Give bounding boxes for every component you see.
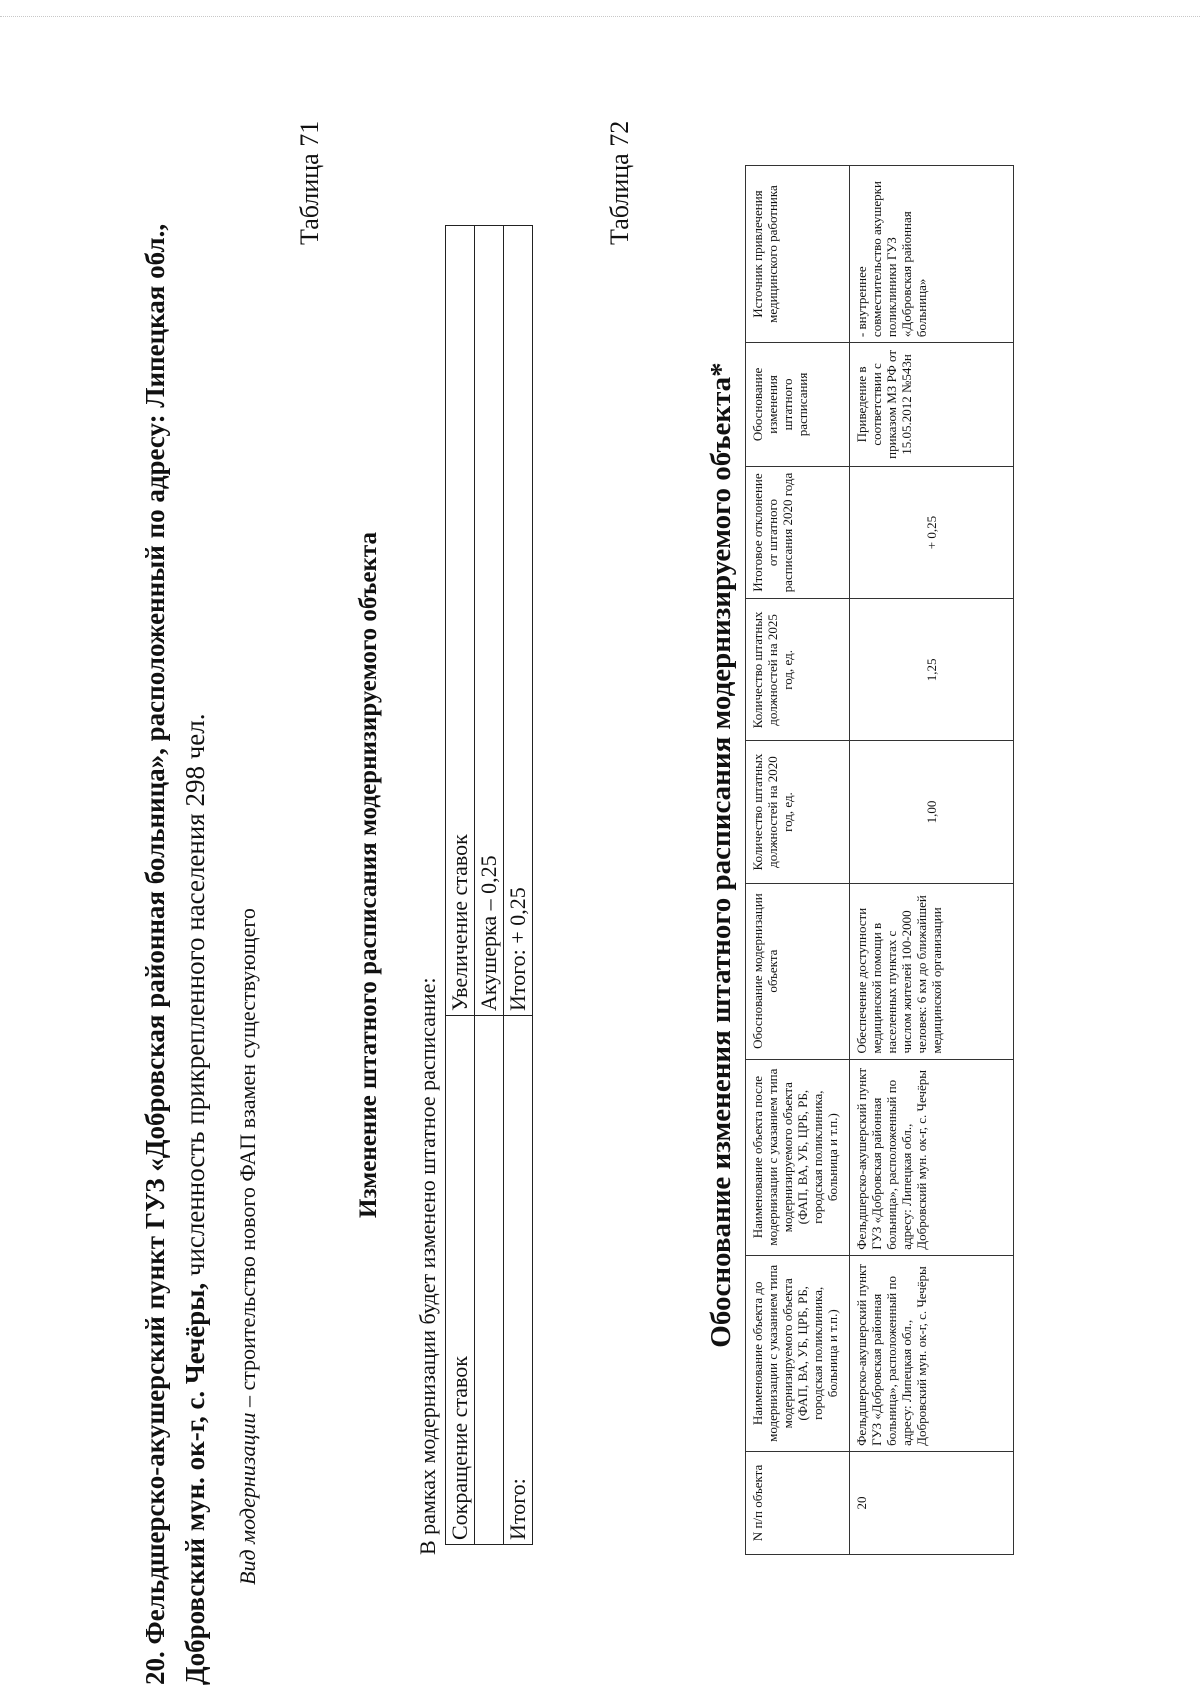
table-cell: Фельдшерско-акушерский пункт ГУЗ «Добровская районная больница», расположенный по адресу: Липецкая обл., Добровский мун. ок-г, с. Чечёры — [850, 1059, 1014, 1255]
table71-title: Изменение штатного расписания модернизируемого объекта — [355, 532, 382, 1218]
modernization-label: Вид модернизации — [235, 1412, 260, 1585]
header-cell: Количество штатных должностей на 2025 год, ед. — [746, 599, 850, 741]
table-cell — [475, 1016, 504, 1545]
table-cell: 1,25 — [850, 599, 1014, 741]
table72-caption: Таблица 72 — [605, 120, 634, 245]
table-row — [475, 226, 504, 1545]
section-title-bold: Фельдшерско-акушерский пункт ГУЗ «Добровская районная больница», расположенный по адресу: Липецкая обл., Добровский мун. ок-г, с. Чечёры, — [140, 223, 210, 1685]
table-cell: 20 — [850, 1451, 1014, 1554]
header-cell: Обоснование модернизации объекта — [746, 883, 850, 1059]
header-cell: Итоговое отклонение от штатного расписания 2020 года — [746, 466, 850, 599]
table-cell: Итого: — [504, 1016, 533, 1545]
table-row — [504, 226, 533, 1545]
header-cell: Наименование объекта до модернизации с указанием типа модернизируемого объекта (ФАП, ВА, УБ, ЦРБ, РБ, городская поликлиника, больница и т.п.) — [746, 1255, 850, 1451]
table-row — [850, 166, 1014, 1555]
table-cell: Итого: + 0,25 — [504, 226, 533, 1016]
table-cell: + 0,25 — [850, 466, 1014, 599]
table-cell: Обеспечение доступности медицинской помощи в населенных пунктах с числом жителей 100-2000 человек: 6 км до ближайшей медицинской организации — [850, 883, 1014, 1059]
table-cell: - внутреннее совместительство акушерки поликлиники ГУЗ «Добровская районная больница» — [850, 166, 1014, 343]
header-cell: Обоснование изменения штатного расписания — [746, 343, 850, 467]
modernization-text: – строительство нового ФАП взамен существующего — [235, 908, 260, 1413]
modernization-type — [235, 908, 261, 1585]
table71-intro: В рамках модернизации будет изменено штатное расписание: — [415, 977, 440, 1555]
table-cell: Сокращение ставок — [446, 1016, 475, 1545]
table-cell: 1,00 — [850, 741, 1014, 883]
header-cell: Количество штатных должностей на 2020 год, ед. — [746, 741, 850, 883]
staffing-change-table — [445, 225, 533, 1545]
table-cell: Фельдшерско-акушерский пункт ГУЗ «Добровская районная больница», расположенный по адресу: Липецкая обл., Добровский мун. ок-г, с. Чечёры — [850, 1255, 1014, 1451]
header-cell: N п/п объекта — [746, 1451, 850, 1554]
header-cell: Источник привлечения медицинского работника — [746, 166, 850, 343]
table-cell: Приведение в соответствии с приказом МЗ РФ от 15.05.2012 №543н — [850, 343, 1014, 467]
table72-title: Обоснование изменения штатного расписания модернизируемого объекта* — [705, 362, 737, 1348]
table-header-row — [746, 166, 850, 1555]
header-cell: Наименование объекта после модернизации с указанием типа модернизируемого объекта (ФАП, ВА, УБ, ЦРБ, РБ, городская поликлиника, больница и т.п.) — [746, 1059, 850, 1255]
population-text: численность прикрепленного населения 298 чел. — [180, 713, 210, 1283]
section-number: 20. — [140, 1651, 170, 1685]
document-sheet — [105, 15, 1135, 1705]
section-heading — [135, 85, 215, 1685]
table-cell: Акушерка – 0,25 — [475, 226, 504, 1016]
table-row — [446, 226, 475, 1545]
table71-caption: Таблица 71 — [295, 120, 324, 245]
staffing-justification-table — [745, 165, 1014, 1555]
table-cell: Увеличение ставок — [446, 226, 475, 1016]
